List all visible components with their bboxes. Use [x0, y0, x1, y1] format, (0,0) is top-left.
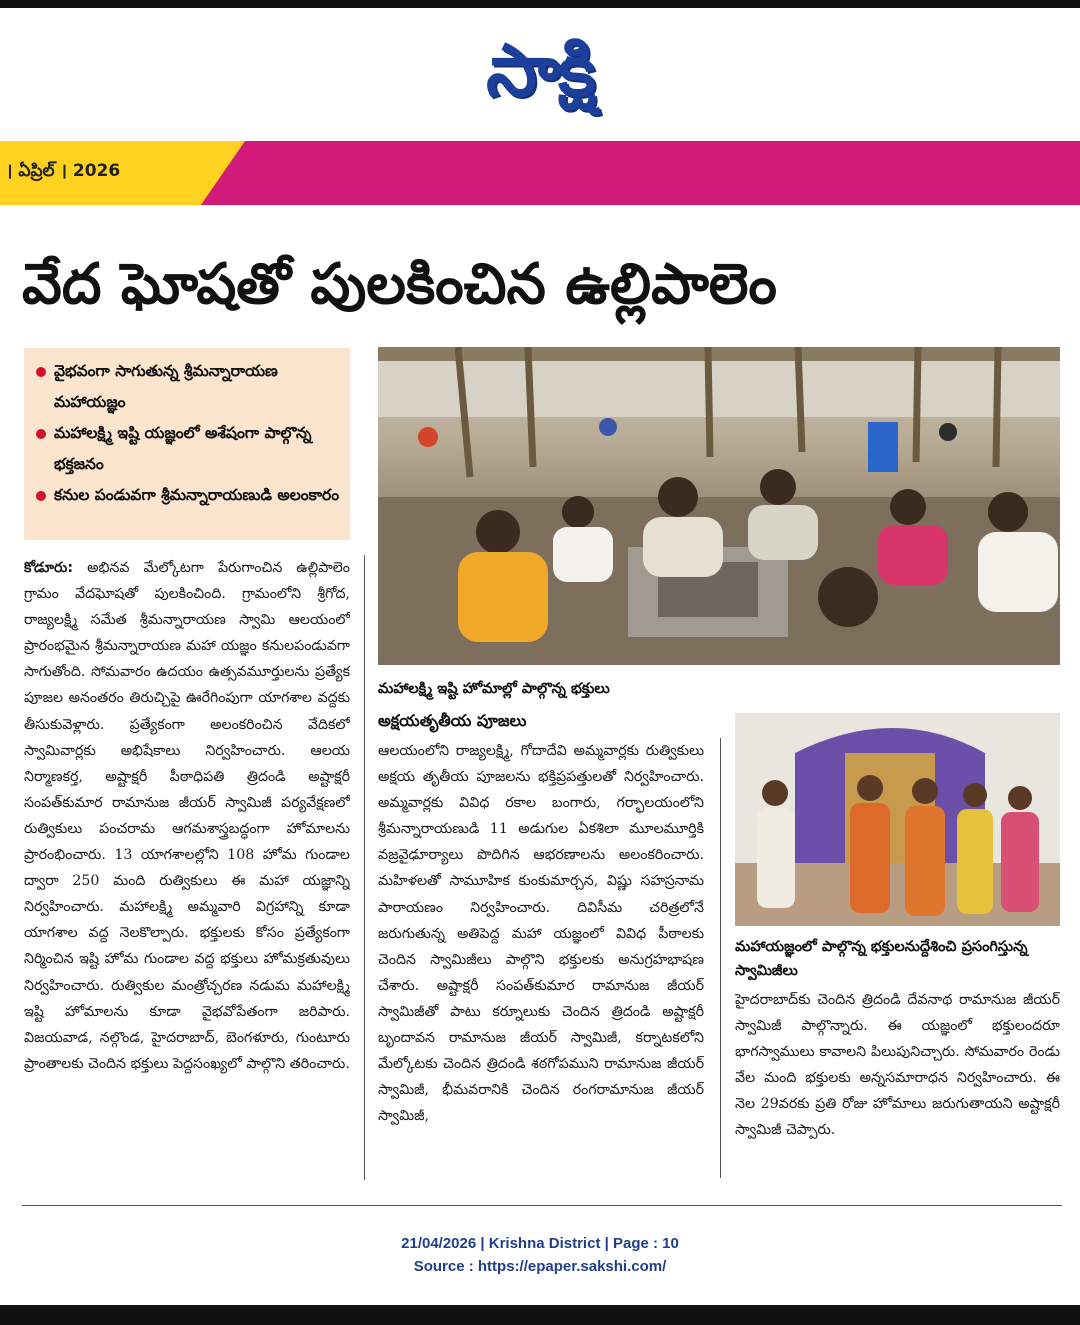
- newspaper-logo: సాక్షి: [486, 28, 594, 112]
- bullet-icon: [36, 367, 46, 377]
- issue-date: । ఏప్రిల్ । 2026: [6, 161, 121, 181]
- headline: వేద ఘోషతో పులకించిన ఉల్లిపాలెం: [22, 252, 777, 317]
- date-band-pink: [200, 141, 1080, 205]
- article-column-1: [24, 555, 350, 1180]
- top-border: [0, 0, 1080, 8]
- highlight-text: వైభవంగా సాగుతున్న శ్రీమన్నారాయణ మహాయజ్ఞం: [54, 362, 278, 411]
- column-1-text: అభినవ మేల్కోటగా పేరుగాంచిన ఉల్లిపాలెం గ్రామం వేదఘోషతో పులకించింది. గ్రామంలోని శ్రీగోద, రాజ్యలక్ష్మి సమేత శ్రీమన్నారాయణ స్వామి ఆలయంలో ప్రారంభమైన శ్రీమన్నారాయణ మహా యజ్ఞం కనులపండువగా సాగుతోంది. సోమవారం ఉదయం ఉత్సవమూర్తులను ప్రత్యేక పూజల అనంతరం తిరుచ్చిపై ఊరేగింపుగా యాగశాల వద్దకు తీసుకువెళ్లారు. ప్రత్యేకంగా అలంకరించిన వేదికలో స్వామివార్లకు అభిషేకాలు నిర్వహించారు. ఆలయ నిర్మాణకర్త, అష్టాక్షరీ పీఠాధిపతి త్రిదండి అష్టాక్షరీ సంపత్‌కుమార రామానుజ జీయర్ స్వామిజీ పర్యవేక్షణలో రుత్వికులు పంచరామ ఆగమశాస్త్రబద్ధంగా హోమాలను ప్రారంభించారు. 13 యాగశాలల్లోని 108 హోమ గుండాల ద్వారా 250 మంది రుత్వికులు ఈ మహా యజ్ఞాన్ని నిర్వహించారు. మహాలక్ష్మి అమ్మవారి విగ్రహాన్ని కూడా యాగశాల వద్ద నెలకొల్పారు. భక్తులకు కోసం ప్రత్యేకంగా నిర్మించిన ఇష్టి హోమ గుండాల వద్ద భక్తులు హోమక్రతువులు నిర్వహించారు. రుత్వికుల మంత్రోచ్చరణ నడుమ మహాలక్ష్మి ఇష్టి హోమాలను కూడా వైభవోపేతంగా జరిపారు. విజయవాడ, నల్గొండ, హైదరాబాద్, బెంగళూరు, గుంటూరు ప్రాంతాలకు చెందిన భక్తులు పెద్దసంఖ్యలో పాల్గొని తరించారు.: [24, 560, 350, 1072]
- highlight-text: కనుల పండువగా శ్రీమన్నారాయణుడి అలంకారం: [54, 486, 340, 504]
- photo-homa-devotees: [378, 347, 1060, 665]
- bullet-icon: [36, 491, 46, 501]
- footer: [0, 1232, 1080, 1278]
- dateline: కోడూరు:: [24, 560, 74, 576]
- photo-illustration: [378, 347, 1060, 665]
- footer-source: Source : https://epaper.sakshi.com/: [413, 1258, 667, 1275]
- bottom-rule: [22, 1205, 1062, 1206]
- highlights-box: [24, 348, 350, 540]
- bottom-border: [0, 1305, 1080, 1325]
- article-column-3: [735, 987, 1060, 1181]
- date-band: [0, 141, 1080, 205]
- column-2-text: ఆలయంలోని రాజ్యలక్ష్మి, గోదాదేవి అమ్మవార్లకు రుత్వికులు అక్షయ తృతీయ పూజలను భక్తిప్రపత్తులతో నిర్వహించారు. అమ్మవార్లకు వివిధ రకాల బంగారు, గర్భాలయంలోని శ్రీమన్నారాయణుడి 11 అడుగుల ఏకశిలా మూలమూర్తికి వజ్రవైఢూర్యాలు పొదిగిన ఆభరణాలను అలంకరించారు. మహిళలతో సామూహిక కుంకుమార్చన, విష్ణు సహస్రనామ పారాయణం నిర్వహించారు. దివిసీమ చరిత్రలోనే జరుగుతున్న అతిపెద్ద మహా యజ్ఞంలో వివిధ పీఠాలకు చెందిన స్వామిజీలు పాల్గొని భక్తులకు అనుగ్రహభాషణ చేశారు. అష్టాక్షరీ సంపత్‌కుమార రామానుజ జీయర్ స్వామిజీతో పాటు కర్నూలుకు చెందిన త్రిదండి అష్టాక్షరీ బృందావన రామానుజ జీయర్ స్వామిజీ, కర్నాటకలోని మేల్కోటకు చెందిన త్రిదండి శఠగోపముని రామానుజ జీయర్ స్వామిజీ, భీమవరానికి చెందిన రంగరామానుజ జీయర్ స్వామిజీ,: [378, 743, 704, 1125]
- photo-1-caption: మహాలక్ష్మి ఇష్టి హోమాల్లో పాల్గొన్న భక్తులు: [378, 681, 610, 697]
- bullet-icon: [36, 429, 46, 439]
- article-column-2: [378, 738, 704, 1178]
- column-divider: [720, 738, 721, 1178]
- highlight-item: [34, 418, 342, 480]
- highlight-text: మహాలక్ష్మి ఇష్టి యజ్ఞంలో అశేషంగా పాల్గొన్న భక్తజనం: [54, 424, 312, 473]
- photo-2-caption: మహాయజ్ఞంలో పాల్గొన్న భక్తులనుద్దేశించి ప్రసంగిస్తున్న స్వామిజీలు: [735, 939, 1028, 979]
- photo-illustration: [735, 713, 1060, 926]
- masthead: [0, 8, 1080, 140]
- highlight-item: [34, 480, 342, 511]
- highlight-item: [34, 356, 342, 418]
- column-3-text: హైదరాబాద్‌కు చెందిన త్రిదండి దేవనాథ రామానుజ జీయర్ స్వామిజీ పాల్గొన్నారు. ఈ యజ్ఞంలో భక్తులందరూ భాగస్వాములు కావాలని పిలుపునిచ్చారు. సోమవారం రెండు వేల మంది భక్తులకు అన్నసమారాధన నిర్వహించారు. ఈ నెల 29వరకు ప్రతి రోజు హోమాలు జరుగుతాయని అష్టాక్షరీ స్వామిజీ చెప్పారు.: [735, 992, 1060, 1139]
- footer-date-page: 21/04/2026 | Krishna District | Page : 10: [401, 1235, 679, 1252]
- subheading: అక్షయతృతీయ పూజలు: [378, 711, 527, 730]
- photo-swamijis: [735, 713, 1060, 926]
- column-divider: [364, 555, 365, 1180]
